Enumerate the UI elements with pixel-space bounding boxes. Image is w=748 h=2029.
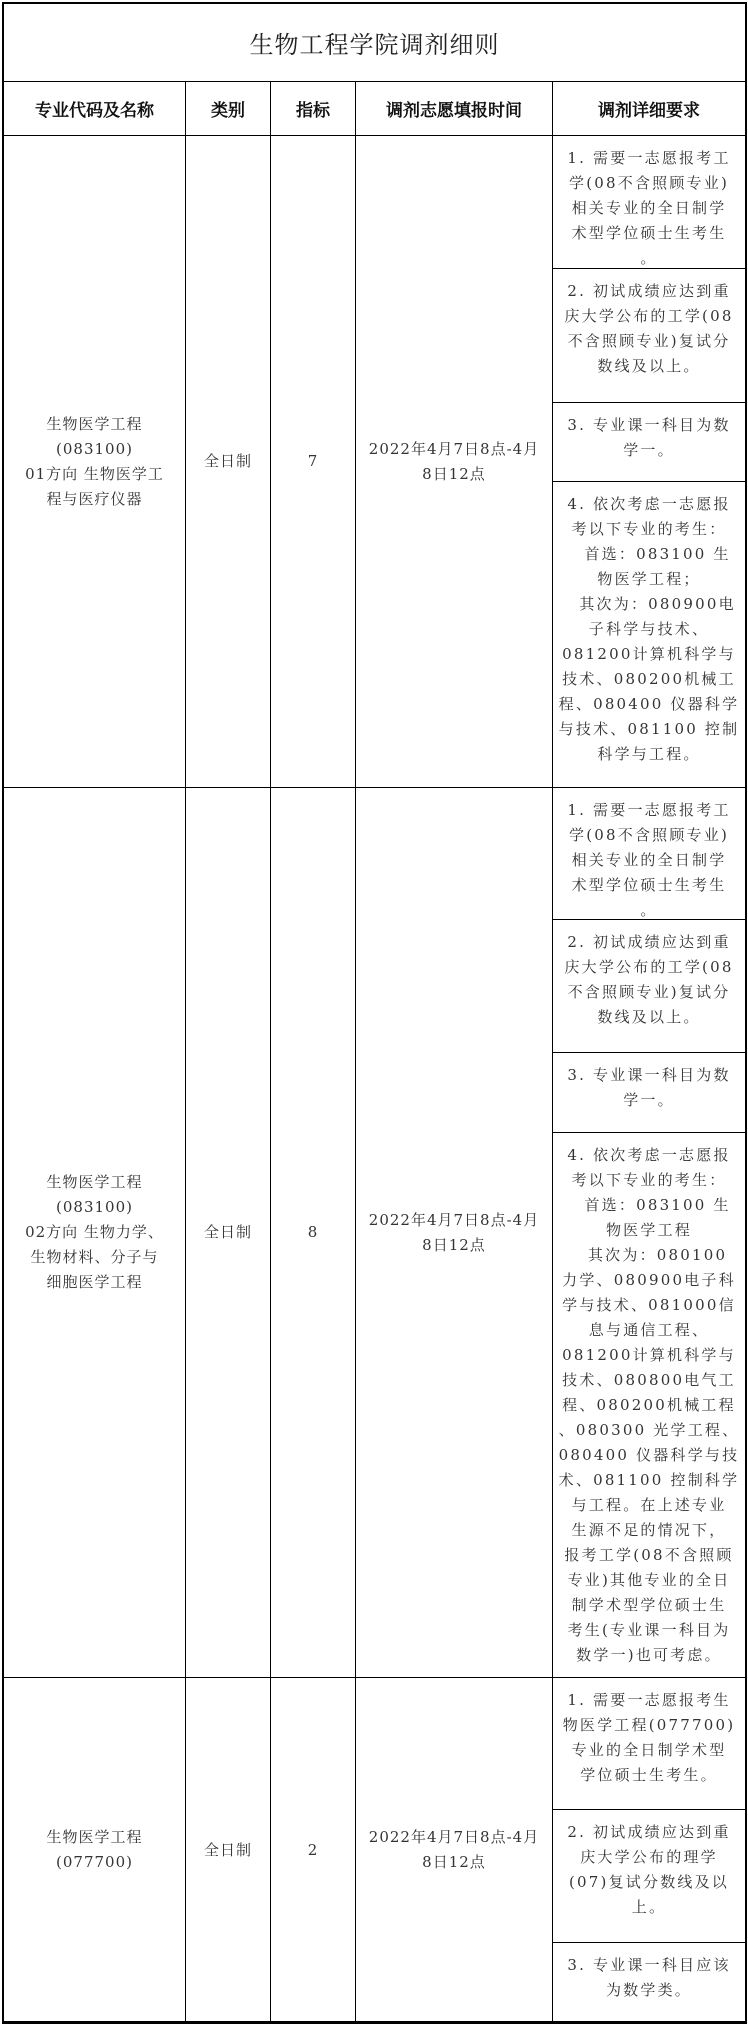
requirement-line: 为数学类。	[605, 1981, 692, 1999]
type-cell-text: 全日制	[203, 452, 252, 470]
text-line: 生物医学工程	[46, 1173, 143, 1191]
type-cell-text: 全日制	[203, 1223, 252, 1241]
adjustment-table	[2, 2, 747, 2024]
requirement-line: 制学术型学位硕士生	[571, 1596, 727, 1614]
requirement-line: 专业的全日制学术型	[571, 1741, 727, 1759]
requirement-line: 庆大学公布的工学(08	[564, 958, 734, 976]
requirement-line: 相关专业的全日制学	[571, 851, 727, 869]
requirement-line: 科学与工程。	[597, 745, 701, 763]
table-row	[4, 788, 745, 1678]
page-title: 生物工程学院调剂细则	[4, 4, 745, 82]
requirement-line: 程、080200机械工程	[562, 1396, 736, 1414]
requirement-line: 程、080400 仪器科学	[558, 695, 740, 713]
requirement-line: 数线及以上。	[597, 357, 701, 375]
text-line: (083100)	[56, 1198, 133, 1216]
requirement-line: 物医学工程；	[597, 570, 701, 588]
requirement-line: 首选：083100 生	[567, 545, 731, 563]
major-cell	[4, 136, 186, 787]
requirement-line: 考以下专业的考生：	[571, 1171, 727, 1189]
major-cell	[4, 788, 186, 1677]
requirement-line: 术型学位硕士生考生	[571, 224, 727, 242]
text-line: 2022年4月7日8点-4月	[368, 439, 540, 458]
quota-cell	[271, 1678, 356, 2022]
requirement-line: 与工程。在上述专业	[571, 1496, 727, 1514]
requirement-line: 物医学工程	[605, 1221, 692, 1239]
requirement-line: 3. 专业课一科目为数	[567, 1066, 731, 1084]
requirement-line: 相关专业的全日制学	[571, 199, 727, 217]
quota-cell	[271, 136, 356, 787]
requirement-line: 专业)其他专业的全日	[567, 1571, 731, 1589]
major-cell	[4, 1678, 186, 2022]
requirement-item	[553, 269, 745, 403]
requirements-cell	[553, 136, 745, 787]
requirement-line: 080400 仪器科学与技	[558, 1446, 740, 1464]
requirement-line: 其次为：080900电	[562, 595, 736, 613]
requirement-line: 不含照顾专业)复试分	[567, 332, 731, 350]
requirement-line: 数线及以上。	[597, 1008, 701, 1026]
requirement-line: 学(08不含照顾专业)	[569, 826, 729, 844]
time-cell	[356, 788, 553, 1677]
text-line: 8日12点	[422, 1235, 486, 1254]
requirement-line: 力学、080900电子科	[562, 1271, 736, 1289]
time-cell	[356, 1678, 553, 2022]
requirement-line: 3. 专业课一科目为数	[567, 416, 731, 434]
type-cell	[186, 1678, 271, 2022]
requirement-line: 庆大学公布的理学	[580, 1848, 718, 1866]
text-line: (077700)	[56, 1853, 133, 1871]
text-line: 生物材料、分子与	[30, 1248, 159, 1266]
quota-cell-text: 2	[307, 1840, 319, 1859]
text-line: 2022年4月7日8点-4月	[368, 1828, 540, 1846]
requirement-item	[553, 1133, 745, 1678]
table-row	[4, 136, 745, 788]
requirement-line: 其次为：080100	[570, 1246, 728, 1264]
requirement-line: 1. 需要一志愿报考工	[567, 801, 731, 819]
requirement-line: 2. 初试成绩应达到重	[567, 282, 731, 300]
header-major: 专业代码及名称	[4, 82, 186, 135]
text-line: 2022年4月7日8点-4月	[368, 1210, 540, 1229]
requirement-line: 生源不足的情况下，	[571, 1521, 727, 1539]
header-time: 调剂志愿填报时间	[356, 82, 553, 135]
requirement-line: 考以下专业的考生：	[571, 520, 727, 538]
requirement-line: 学(08不含照顾专业)	[569, 174, 729, 192]
requirement-item	[553, 1053, 745, 1133]
text-line: 细胞医学工程	[46, 1273, 143, 1291]
requirement-line: 2. 初试成绩应达到重	[567, 1823, 731, 1841]
header-quota: 指标	[271, 82, 356, 135]
requirement-item	[553, 920, 745, 1053]
requirement-line: 学一。	[623, 1091, 675, 1109]
table-header-row	[4, 82, 745, 136]
requirement-line: 报考工学(08不含照顾	[564, 1546, 734, 1564]
requirement-item	[553, 136, 745, 269]
requirement-line: 数学一)也可考虑。	[576, 1646, 722, 1664]
requirement-line: 4. 依次考虑一志愿报	[567, 495, 731, 513]
text-line: (083100)	[56, 439, 133, 458]
requirement-line: 4. 依次考虑一志愿报	[567, 1146, 731, 1164]
requirement-line: 物医学工程(077700)	[562, 1716, 736, 1734]
quota-cell	[271, 788, 356, 1677]
text-line: 生物医学工程	[46, 1828, 143, 1846]
requirement-line: 1. 需要一志愿报考生	[567, 1691, 731, 1709]
requirement-item	[553, 1810, 745, 1943]
header-type: 类别	[186, 82, 271, 135]
requirement-line: 庆大学公布的工学(08	[564, 307, 734, 325]
type-cell-text: 全日制	[203, 1840, 252, 1859]
requirement-line: 息与通信工程、	[588, 1321, 710, 1339]
requirement-line: 3. 专业课一科目应该	[567, 1956, 731, 1974]
text-line: 生物医学工程	[46, 414, 143, 433]
requirement-item	[553, 1678, 745, 1810]
requirement-line: 不含照顾专业)复试分	[567, 983, 731, 1001]
type-cell	[186, 788, 271, 1677]
requirement-line: 。	[640, 901, 658, 919]
time-cell	[356, 136, 553, 787]
quota-cell-text: 7	[307, 452, 319, 470]
requirement-item	[553, 403, 745, 482]
requirement-line: 技术、080200机械工	[562, 670, 736, 688]
requirement-line: 1. 需要一志愿报考工	[567, 149, 731, 167]
type-cell	[186, 136, 271, 787]
header-requirements: 调剂详细要求	[598, 101, 700, 121]
requirement-line: 子科学与技术、	[588, 620, 710, 638]
requirements-cell	[553, 788, 745, 1677]
text-line: 8日12点	[422, 464, 486, 483]
requirement-line: 081200计算机科学与	[562, 645, 736, 663]
text-line: 8日12点	[422, 1853, 486, 1871]
table-row	[4, 1678, 745, 2022]
text-line: 02方向 生物力学、	[25, 1223, 164, 1241]
requirement-line: 2. 初试成绩应达到重	[567, 933, 731, 951]
text-line: 程与医疗仪器	[46, 489, 143, 508]
quota-cell-text: 8	[307, 1223, 319, 1241]
requirement-line: 学一。	[623, 441, 675, 459]
requirement-line: 首选：083100 生	[567, 1196, 731, 1214]
requirement-item	[553, 1943, 745, 2023]
requirement-line: 术型学位硕士生考生	[571, 876, 727, 894]
requirement-line: 考生(专业课一科目为	[567, 1621, 731, 1639]
requirements-cell	[553, 1678, 745, 2022]
requirement-item	[553, 788, 745, 920]
requirement-item	[553, 482, 745, 788]
requirement-line: 081200计算机科学与	[562, 1346, 736, 1364]
requirement-line: 学与技术、081000信	[562, 1296, 736, 1314]
requirement-line: 上。	[631, 1898, 667, 1916]
requirement-line: 术、081100 控制科学	[558, 1471, 740, 1489]
requirement-line: 技术、080800电气工	[562, 1371, 736, 1389]
requirement-line: 、080300 光学工程、	[558, 1421, 740, 1439]
requirement-line: 。	[640, 249, 658, 267]
requirement-line: (07)复试分数线及以	[569, 1873, 729, 1891]
text-line: 01方向 生物医学工	[25, 464, 164, 483]
requirement-line: 学位硕士生考生。	[580, 1766, 718, 1784]
requirement-line: 与技术、081100 控制	[558, 720, 740, 738]
